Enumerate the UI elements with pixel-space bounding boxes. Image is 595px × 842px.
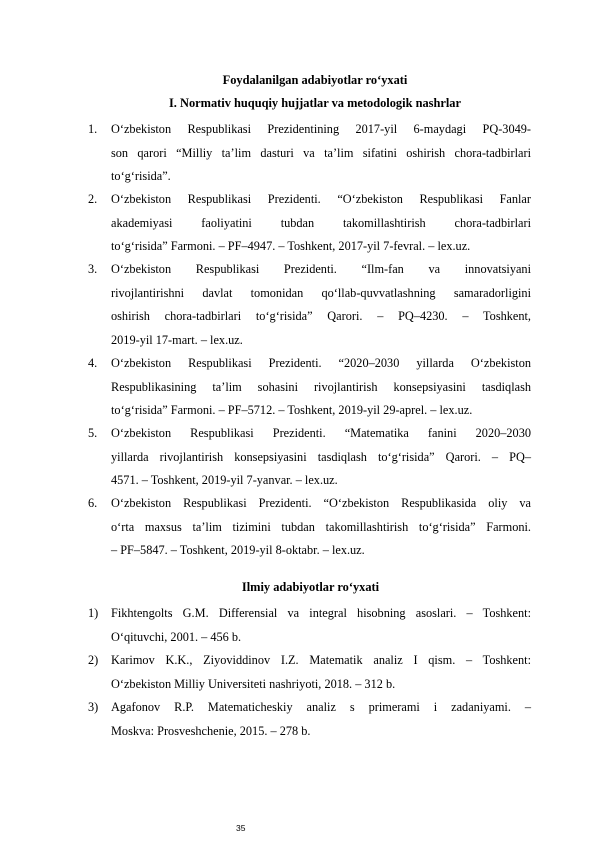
list-item-line: Respublikasining ta’lim sohasini rivojlantirish konsepsiyasini tasdiqlash [111,379,531,394]
list-item-line: Karimov K.K., Ziyoviddinov I.Z. Matematik analiz I qism. – Toshkent: [111,653,531,667]
list-item-line: rivojlantirishni davlat tomonidan qo‘llab-quvvatlashning samaradorligini [111,285,531,300]
list-item-line: O‘zbekiston Respublikasi Prezidenti. “2020–2030 yillarda O‘zbekiston [111,356,531,370]
list-item-number: 3) [88,700,99,714]
list-item-line: O‘zbekiston Respublikasi Prezidenti. “O‘zbekiston Respublikasi Fanlar [111,192,531,206]
list-item-number: 2. [88,192,98,206]
list-item-number: 4. [88,356,98,370]
section-heading-scientific: Ilmiy adabiyotlar ro‘yxati [241,580,380,594]
list-item-number: 5. [88,426,98,440]
list-item-line: to‘g‘risida”. [111,169,171,183]
list-item-line: Fikhtengolts G.M. Differensial va integral hisobning asoslari. – Toshkent: [111,606,531,620]
list-item-line: son qarori “Milliy ta’lim dasturi va ta’lim sifatini oshirish chora-tadbirlari [111,145,531,160]
list-item-line: 2019-yil 17-mart. – lex.uz. [111,332,243,347]
list-item-line: – PF–5847. – Toshkent, 2019-yil 8-oktabr. – lex.uz. [111,543,365,557]
list-item-line: O‘zbekiston Respublikasi Prezidenti. “Ilm-fan va innovatsiyani [111,262,531,276]
list-item-line: akademiyasi faoliyatini tubdan takomillashtirish chora-tadbirlari [111,215,531,230]
page-number: 35 [236,823,246,833]
list-item-line: Agafonov R.P. Matematicheskiy analiz s primerami i zadaniyami. – [111,700,531,714]
list-item-number: 2) [88,653,99,667]
list-item-line: O‘qituvchi, 2001. – 456 b. [111,629,242,644]
list-item-number: 1. [88,122,98,136]
list-item-line: O‘zbekiston Respublikasi Prezidenti. “Matematika fanini 2020–2030 [111,426,531,440]
section-heading-normative: I. Normativ huquqiy hujjatlar va metodologik nashrlar [168,96,461,110]
list-item-number: 1) [88,606,99,620]
page-title: Foydalanilgan adabiyotlar ro‘yxati [222,73,408,87]
list-item-line: O‘zbekiston Milliy Universiteti nashriyoti, 2018. – 312 b. [111,676,396,691]
list-item-line: O‘zbekiston Respublikasi Prezidenti. “O‘zbekiston Respublikasida oliy va [111,496,531,510]
list-item-line: 4571. – Toshkent, 2019-yil 7-yanvar. – lex.uz. [111,473,338,487]
list-item-line: to‘g‘risida” Farmoni. – PF–5712. – Toshkent, 2019-yil 29-aprel. – lex.uz. [111,403,473,417]
list-item-line: o‘rta maxsus ta’lim tizimini tubdan takomillashtirish to‘g‘risida” Farmoni. [111,519,531,534]
list-item-line: Moskva: Prosveshchenie, 2015. – 278 b. [111,723,311,738]
list-item-line: to‘g‘risida” Farmoni. – PF–4947. – Toshkent, 2017-yil 7-fevral. – lex.uz. [111,239,471,253]
list-item-number: 6. [88,496,98,510]
list-item-line: yillarda rivojlantirish konsepsiyasini tasdiqlash to‘g‘risida” Qarori. – PQ– [111,449,531,464]
list-item-line: O‘zbekiston Respublikasi Prezidentining 2017-yil 6-maydagi PQ-3049- [111,122,531,136]
list-item-line: oshirish chora-tadbirlari to‘g‘risida” Qarori. – PQ–4230. – Toshkent, [111,309,531,323]
list-item-number: 3. [88,262,98,276]
